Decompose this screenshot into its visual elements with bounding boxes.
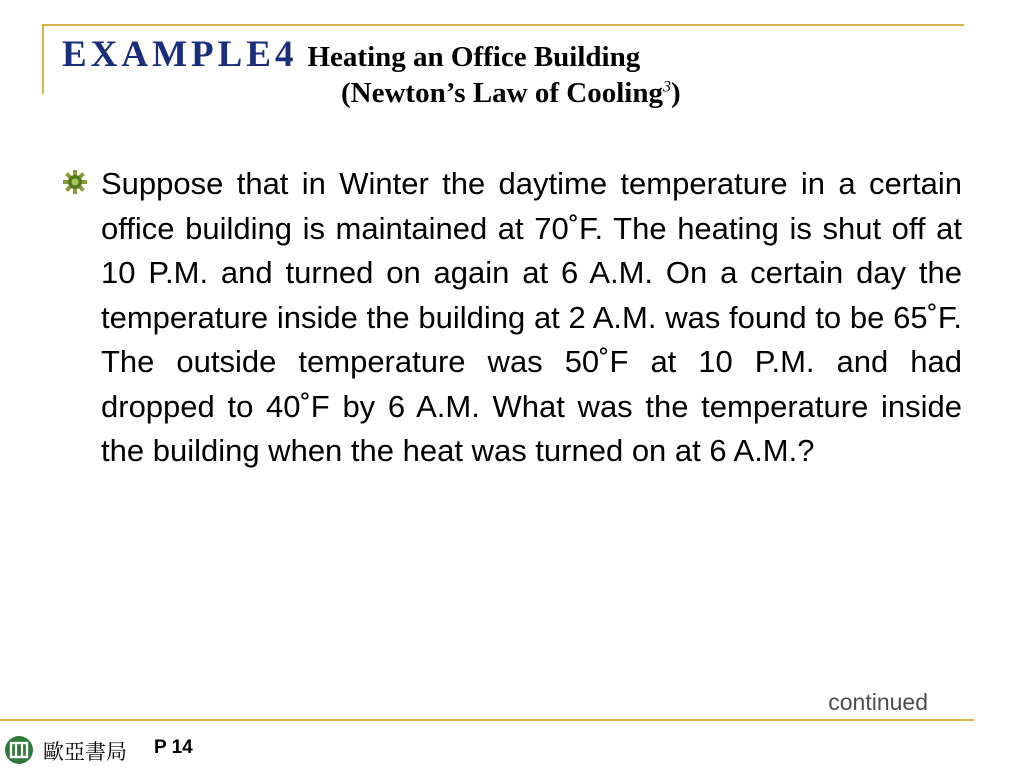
publisher-name: 歐亞書局 <box>43 740 127 764</box>
title-subtitle <box>341 77 681 110</box>
example-label: EXAMPLE4 <box>62 34 298 75</box>
problem-statement: Suppose that in Winter the daytime temperature in a certain office building is maintained at 70˚F. The heating is shut off at 10 P.M. and turned on again at 6 A.M. On a certain day the temperature inside the building at 2 A.M. was found to be 65˚F. The outside temperature was 50˚F at 10 P.M. and had dropped to 40˚F by 6 A.M. What was the temperature inside the building when the heat was turned on at 6 A.M.? <box>101 166 962 468</box>
top-border-line <box>42 24 964 26</box>
subtitle-text: (Newton’s Law of Cooling <box>341 77 663 109</box>
page-number: P 14 <box>154 737 193 758</box>
slide-title <box>62 33 640 76</box>
starburst-bullet-icon <box>62 169 88 195</box>
continued-label: continued <box>828 689 928 715</box>
bottom-border-line <box>0 719 974 721</box>
subtitle-closing: ) <box>670 77 681 109</box>
publisher-logo-icon <box>4 735 34 765</box>
footnote-marker: 3 <box>662 78 671 96</box>
left-border-line <box>42 24 44 94</box>
title-main: Heating an Office Building <box>307 41 641 73</box>
